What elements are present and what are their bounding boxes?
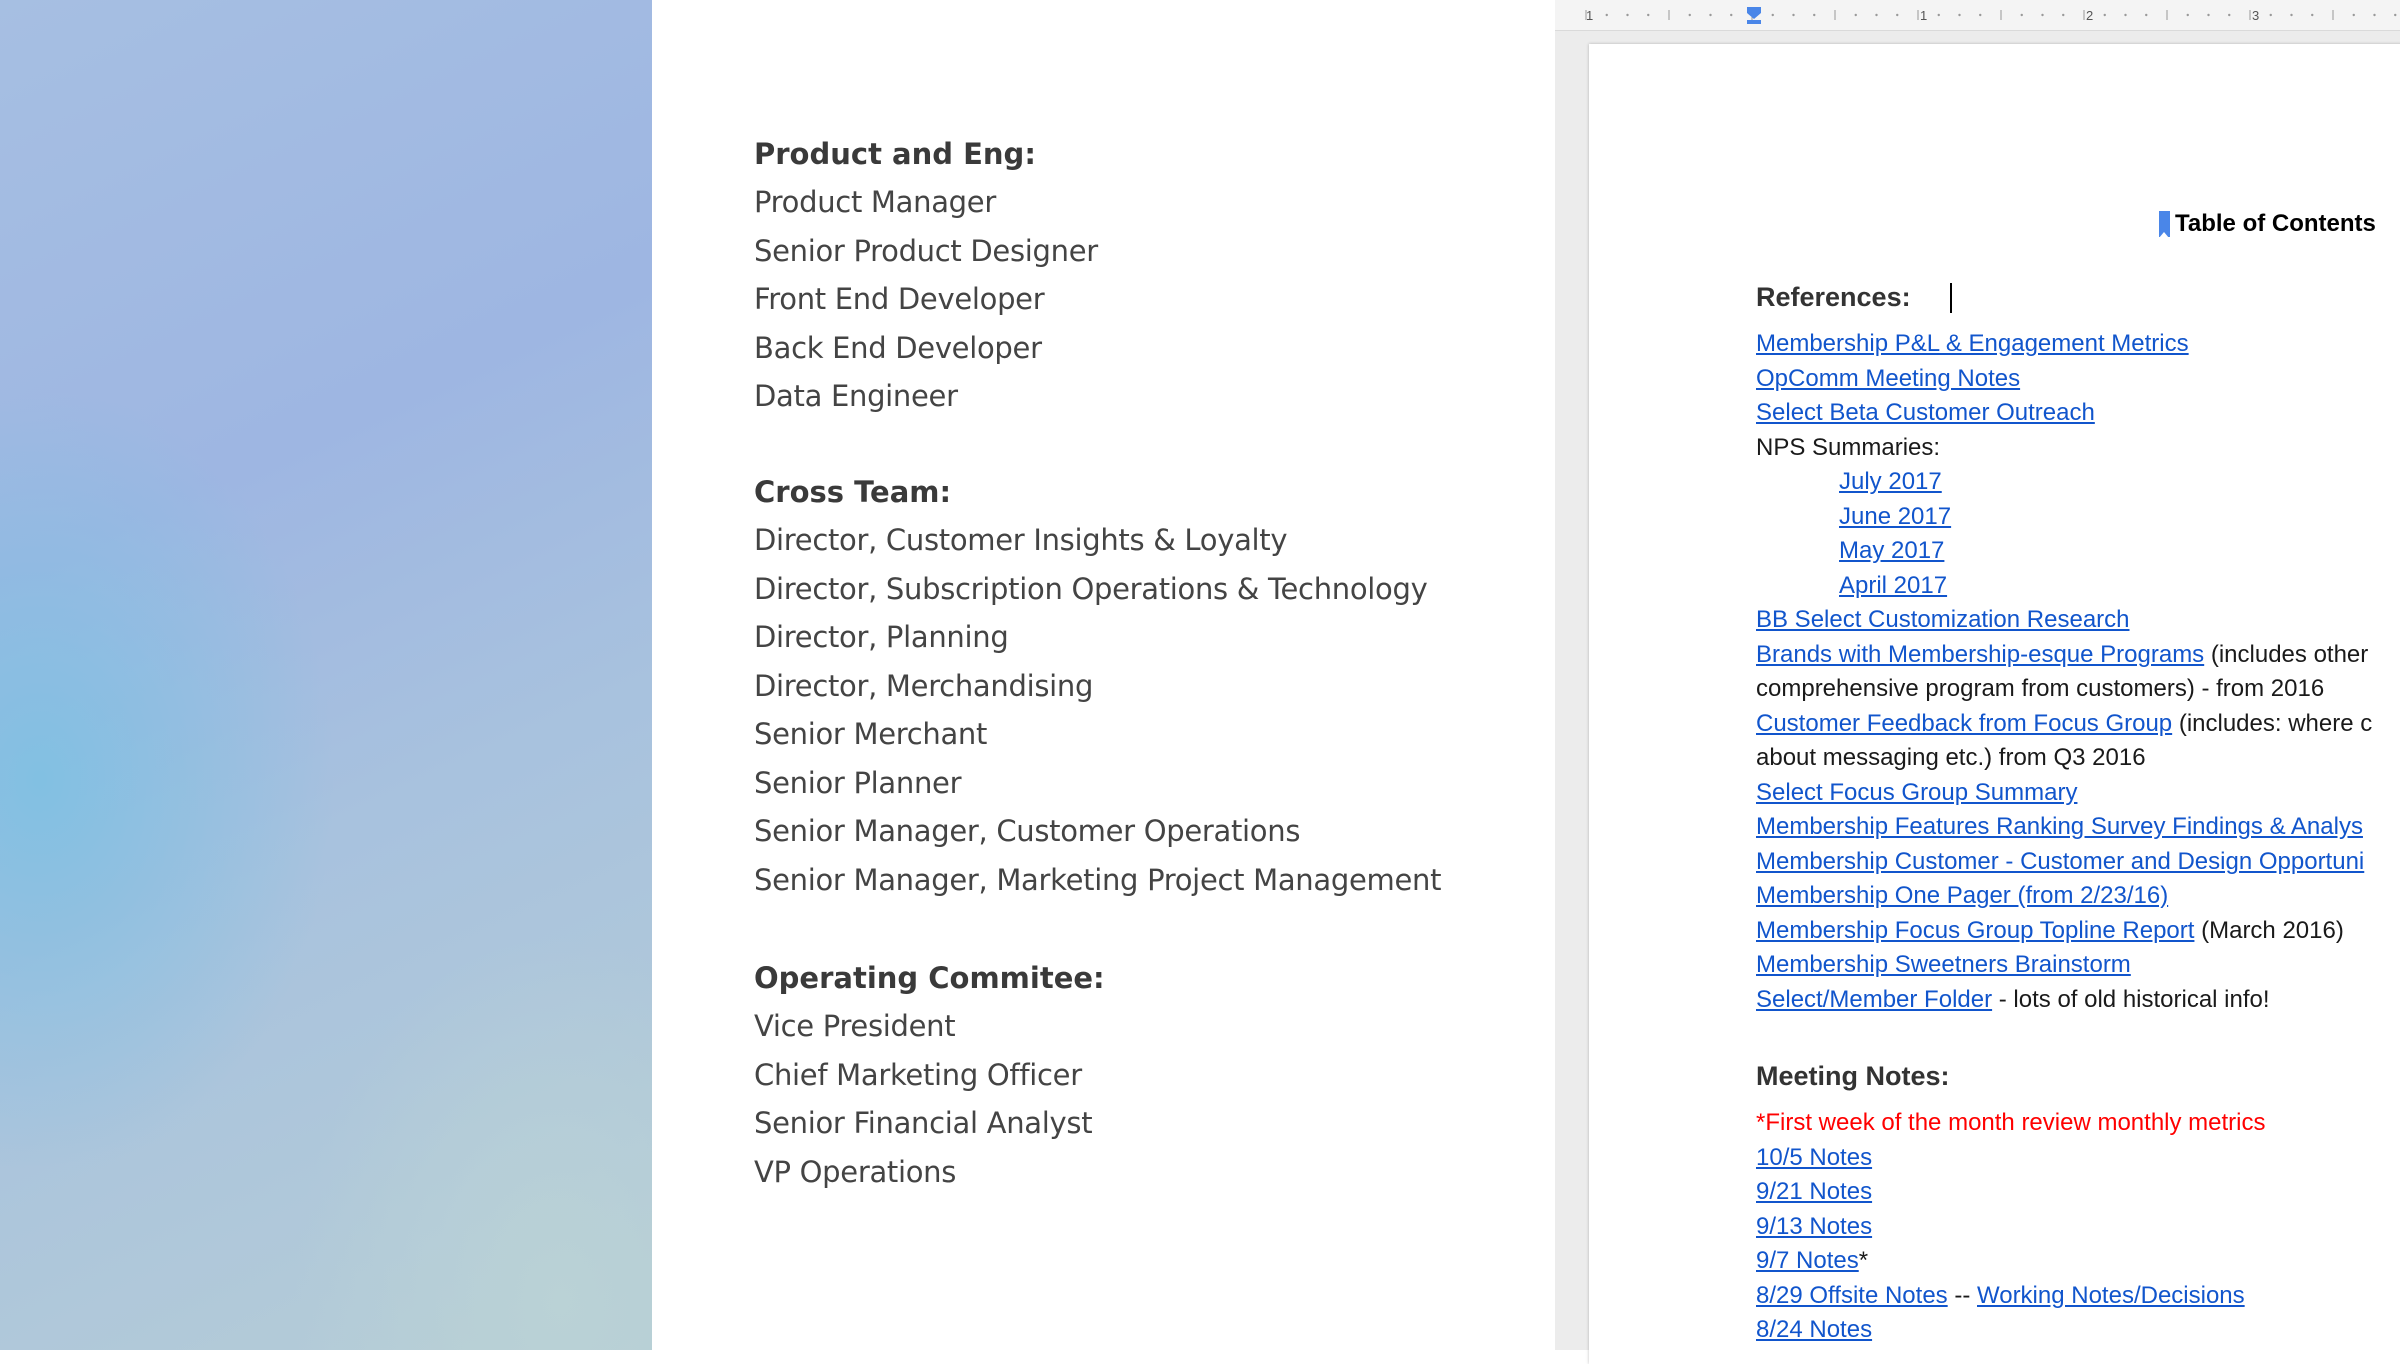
section-heading: Product and Eng: <box>754 137 1036 171</box>
offsite-notes-line <box>1756 1282 2245 1310</box>
role-item: Vice President <box>754 1009 956 1043</box>
link-pl-metrics[interactable]: Membership P&L & Engagement Metrics <box>1756 330 2189 357</box>
link-nps-july[interactable]: July 2017 <box>1839 468 1942 495</box>
link-customization-research[interactable]: BB Select Customization Research <box>1756 606 2130 633</box>
ruler-tick <box>1958 14 1960 16</box>
ruler-tick <box>1792 14 1794 16</box>
indent-marker-icon[interactable] <box>1747 7 1761 19</box>
ruler-tick <box>1709 14 1711 16</box>
meeting-notes-heading: Meeting Notes: <box>1756 1061 1950 1091</box>
ruler-tick <box>1626 14 1628 16</box>
topline-line <box>1756 917 2344 945</box>
roles-section-cross-team <box>754 468 1441 904</box>
ruler-tick <box>2394 14 2396 16</box>
link-customer-design[interactable]: Membership Customer - Customer and Design Opportuni <box>1756 848 2365 875</box>
brands-line-2: comprehensive program from customers) - from 2016 <box>1756 675 2325 702</box>
offsite-separator: -- <box>1947 1282 1977 1309</box>
document-page[interactable] <box>1589 44 2400 1364</box>
notes-9-7-line <box>1756 1247 1868 1275</box>
link-notes-9-7[interactable]: 9/7 Notes <box>1756 1247 1859 1274</box>
brands-suffix: (includes other <box>2204 641 2369 668</box>
document-editor-window <box>1555 0 2400 1350</box>
gradient-background <box>0 0 652 1350</box>
notes-9-7-suffix: * <box>1858 1247 1869 1274</box>
section-heading: Operating Commitee: <box>754 961 1105 995</box>
ruler-tick <box>1647 14 1649 16</box>
indent-marker-base-icon[interactable] <box>1747 20 1761 24</box>
ruler-tick-marks <box>1586 10 2396 20</box>
link-notes-10-5[interactable]: 10/5 Notes <box>1756 1144 1873 1171</box>
role-item: Director, Customer Insights & Loyalty <box>754 523 1288 557</box>
text-cursor <box>1950 283 1952 313</box>
link-notes-9-21[interactable]: 9/21 Notes <box>1756 1178 1873 1205</box>
references-heading: References: <box>1756 282 1911 312</box>
role-item: Senior Planner <box>754 765 962 800</box>
ruler-tick <box>1875 14 1877 16</box>
role-item: Director, Merchandising <box>754 668 1094 703</box>
ruler-tick <box>2124 14 2126 16</box>
ruler-tick <box>2104 14 2106 16</box>
link-focus-feedback[interactable]: Customer Feedback from Focus Group <box>1756 710 2173 737</box>
role-item: Senior Financial Analyst <box>754 1106 1093 1140</box>
ruler-ticks <box>1555 0 2400 30</box>
brands-line <box>1756 641 2368 669</box>
role-item: Chief Marketing Officer <box>754 1057 1082 1092</box>
ruler-tick <box>2353 14 2355 16</box>
ruler-tick <box>1606 14 1608 16</box>
link-brands-programs[interactable]: Brands with Membership-esque Programs <box>1756 641 2205 668</box>
focus-feedback-suffix: (includes: where c <box>2172 710 2373 737</box>
horizontal-ruler[interactable] <box>1555 0 2400 31</box>
role-item: Senior Merchant <box>754 717 988 751</box>
roles-section-product-eng <box>754 130 1098 421</box>
ruler-tick <box>2207 14 2209 16</box>
link-nps-april[interactable]: April 2017 <box>1839 572 1948 599</box>
bookmark-icon[interactable] <box>2159 211 2170 237</box>
link-working-notes[interactable]: Working Notes/Decisions <box>1977 1282 2245 1309</box>
ruler-tick <box>1896 14 1898 16</box>
ruler-tick <box>2311 14 2313 16</box>
link-opcomm-notes[interactable]: OpComm Meeting Notes <box>1756 365 2021 392</box>
link-beta-outreach[interactable]: Select Beta Customer Outreach <box>1756 399 2095 426</box>
link-offsite-notes[interactable]: 8/29 Offsite Notes <box>1756 1282 1948 1309</box>
meeting-reminder-note: *First week of the month review monthly metrics <box>1756 1109 2266 1136</box>
ruler-tick <box>1813 14 1815 16</box>
role-item: Director, Planning <box>754 620 1009 654</box>
ruler-tick <box>2373 14 2375 16</box>
ruler-tick <box>2145 14 2147 16</box>
link-nps-june[interactable]: June 2017 <box>1839 503 1952 530</box>
focus-feedback-line <box>1756 710 2372 738</box>
role-item: Product Manager <box>754 185 996 219</box>
topline-suffix: (March 2016) <box>2194 917 2344 944</box>
toc-title[interactable]: Table of Contents <box>2175 210 2376 237</box>
ruler-tick <box>2290 14 2292 16</box>
link-features-ranking[interactable]: Membership Features Ranking Survey Findings & Analys <box>1756 813 2363 840</box>
role-item: VP Operations <box>754 1154 957 1189</box>
link-one-pager[interactable]: Membership One Pager (from 2/23/16) <box>1756 882 2169 909</box>
link-nps-may[interactable]: May 2017 <box>1839 537 1945 564</box>
section-heading: Cross Team: <box>754 475 952 509</box>
ruler-tick <box>1772 14 1774 16</box>
ruler-tick <box>2021 14 2023 16</box>
ruler-tick <box>2041 14 2043 16</box>
role-item: Back End Developer <box>754 330 1042 365</box>
ruler-tick <box>1689 14 1691 16</box>
ruler-tick <box>1855 14 1857 16</box>
link-sweetners[interactable]: Membership Sweetners Brainstorm <box>1756 951 2131 978</box>
folder-suffix: - lots of old historical info! <box>1992 986 2270 1013</box>
ruler-tick <box>1979 14 1981 16</box>
ruler-tick <box>2187 14 2189 16</box>
roles-section-operating-committee <box>754 954 1105 1196</box>
ruler-label: 3 <box>2252 8 2260 23</box>
ruler-tick <box>2228 14 2230 16</box>
focus-feedback-line-2: about messaging etc.) from Q3 2016 <box>1756 744 2146 771</box>
role-item: Senior Manager, Customer Operations <box>754 814 1301 848</box>
ruler-tick <box>1730 14 1732 16</box>
link-notes-9-13[interactable]: 9/13 Notes <box>1756 1213 1873 1240</box>
ruler-label: 1 <box>1920 8 1928 23</box>
role-item: Senior Manager, Marketing Project Management <box>754 862 1442 897</box>
folder-line <box>1756 986 2270 1014</box>
link-notes-8-24[interactable]: 8/24 Notes <box>1756 1316 1873 1343</box>
ruler-label: 1 <box>1586 8 1594 23</box>
link-member-folder[interactable]: Select/Member Folder <box>1756 986 1993 1013</box>
nps-label: NPS Summaries: <box>1756 434 1941 461</box>
link-focus-summary[interactable]: Select Focus Group Summary <box>1756 779 2078 806</box>
role-item: Front End Developer <box>754 282 1045 316</box>
ruler-tick <box>1938 14 1940 16</box>
role-item: Senior Product Designer <box>754 233 1098 268</box>
team-roles-panel <box>652 0 1555 1350</box>
ruler-tick <box>2270 14 2272 16</box>
role-item: Director, Subscription Operations & Technology <box>754 571 1428 606</box>
role-item: Data Engineer <box>754 379 958 413</box>
link-topline-report[interactable]: Membership Focus Group Topline Report <box>1756 917 2195 944</box>
ruler-label: 2 <box>2086 8 2094 23</box>
ruler-tick <box>2062 14 2064 16</box>
